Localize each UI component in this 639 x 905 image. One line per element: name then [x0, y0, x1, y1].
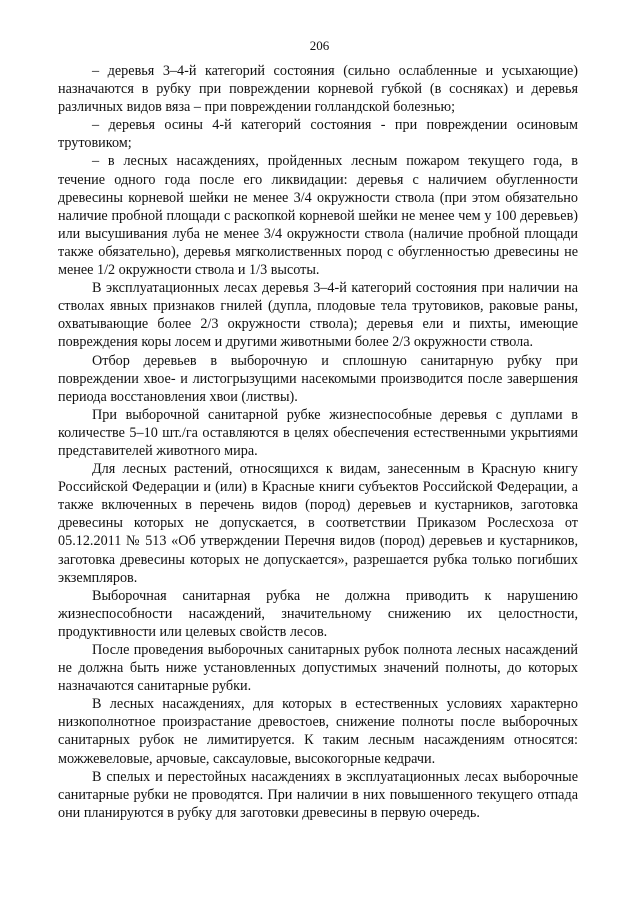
paragraph-8: Выборочная санитарная рубка не должна приводить к нарушению жизнеспособности насаждений, значительному снижению их целостности, продуктивности или целевых свойств лесов.	[58, 587, 578, 640]
paragraph-9: После проведения выборочных санитарных рубок полнота лесных насаждений не должна быть ниже установленных допустимых значений полноты, до которых назначаются санитарные рубки.	[58, 642, 578, 695]
paragraph-6: При выборочной санитарной рубке жизнеспособные деревья с дуплами в количестве 5–10 шт./га оставляются в целях обеспечения естественными укрытиями представителей животного мира.	[58, 406, 578, 459]
paragraph-10: В лесных насаждениях, для которых в естественных условиях характерно низкополнотное произрастание древостоев, снижение полноты после выборочных санитарных рубок не лимитируется. К таким лесным насаждениям относятся: можжевеловые, арчовые, саксауловые, высокогорные кедрачи.	[58, 696, 578, 767]
page-number: 206	[309, 38, 330, 53]
paragraph-4: В эксплуатационных лесах деревья 3–4-й категорий состояния при наличии на стволах явных признаков гнилей (дупла, плодовые тела трутовиков, раковые раны, охватывающие более 2/3 окружности ствола); деревья ели и пихты, имеющие повреждения коры лосем и другими животными более 2/3 окружности ствола.	[58, 280, 578, 351]
paragraph-3: – в лесных насаждениях, пройденных лесным пожаром текущего года, в течение одного года после его ликвидации: деревья с наличием обугленности древесины корневой шейки не менее 3/4 окружности ствола (при этом обязательно наличие пробной площади с раскопкой корневой шейки не менее чем у 100 деревьев) или высушивания луба не менее 3/4 окружности ствола (наличие пробной площади также обязательно), деревья мягколиственных пород с обугленностью древесины не менее 1/2 окружности ствола и 1/3 высоты.	[58, 153, 578, 279]
page-body	[58, 62, 578, 822]
paragraph-5: Отбор деревьев в выборочную и сплошную санитарную рубку при повреждении хвое- и листогрызущими насекомыми производится после завершения периода восстановления хвои (листвы).	[58, 352, 578, 405]
paragraph-11: В спелых и перестойных насаждениях в эксплуатационных лесах выборочные санитарные рубки не проводятся. При наличии в них повышенного текущего отпада они планируются в рубку для заготовки древесины в первую очередь.	[58, 768, 578, 821]
paragraph-7: Для лесных растений, относящихся к видам, занесенным в Красную книгу Российской Федерации и (или) в Красные книги субъектов Российской Федерации, а также включенных в перечень видов (пород) деревьев и кустарников, заготовка древесины которых не допускается, в соответствии Приказом Рослесхоза от 05.12.2011 № 513 «Об утверждении Перечня видов (пород) деревьев и кустарников, заготовка древесины которых не допускается», разрешается рубка только погибших экземпляров.	[58, 461, 578, 586]
paragraph-1: – деревья 3–4-й категорий состояния (сильно ослабленные и усыхающие) назначаются в рубку при повреждении корневой губкой (в сосняках) и деревья различных видов вяза – при повреждении голландской болезнью;	[58, 63, 578, 116]
paragraph-2: – деревья осины 4-й категорий состояния - при повреждении осиновым трутовиком;	[58, 117, 578, 152]
